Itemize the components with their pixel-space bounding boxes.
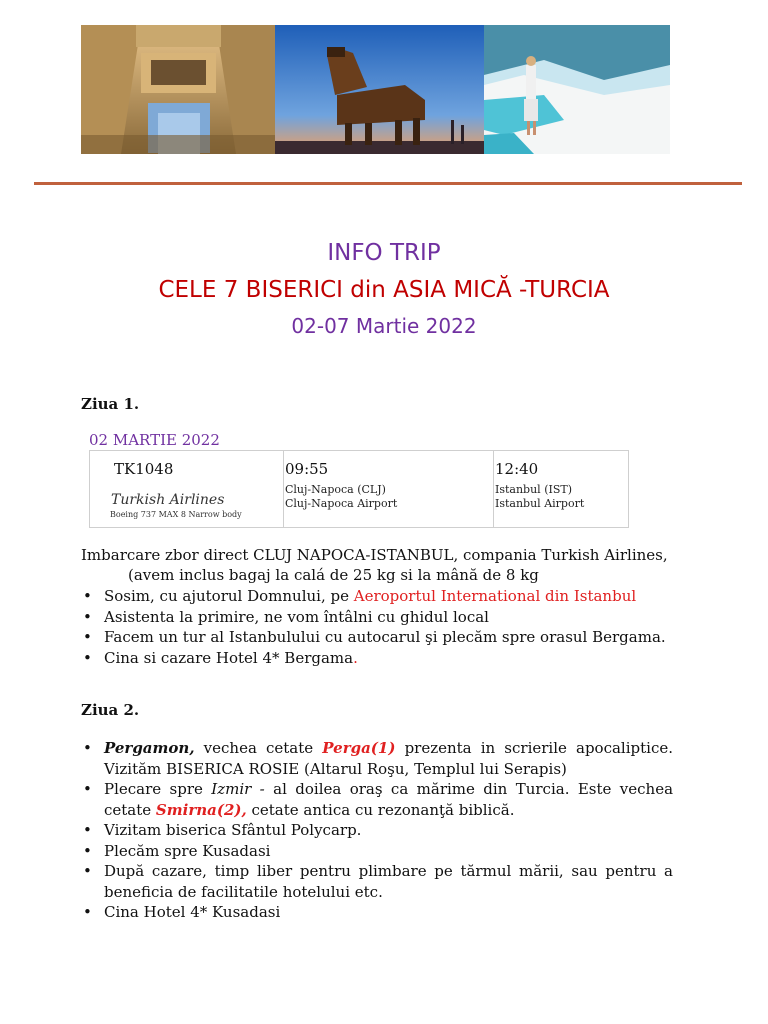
day1-intro xyxy=(81,545,681,585)
list-item: • După cazare, timp liber pentru plimbare pe tărmul mării, sau pentru a beneficia de facilitatile hotelului etc. xyxy=(81,861,673,902)
intro-line: (avem inclus bagaj la calá de 25 kg si la mână de 8 kg xyxy=(128,566,539,584)
item-text: al doilea oraş ca mărime din Turcia. Este vechea cetate xyxy=(104,780,674,819)
intro-line: Imbarcare zbor direct CLUJ NAPOCA-ISTANBUL, compania Turkish Airlines, xyxy=(81,546,668,564)
trojan-horse-photo xyxy=(275,25,484,154)
item-text: Sosim, cu ajutorul Domnului, pe xyxy=(104,587,354,605)
list-item xyxy=(81,779,673,820)
list-item: • Facem un tur al Istanbulului cu autocarul şi plecăm spre orasul Bergama. xyxy=(81,627,673,648)
arrival-city: Istanbul (IST) xyxy=(495,483,572,496)
arrival-time: 12:40 xyxy=(495,460,539,478)
page-title: INFO TRIP xyxy=(327,240,441,266)
list-item: • Asistenta la primire, ne vom întâlni cu ghidul local xyxy=(81,607,673,628)
airline-name: Turkish Airlines xyxy=(111,492,225,508)
item-text: vechea cetate xyxy=(194,739,323,757)
church-ref: Smirna(2), xyxy=(155,800,247,819)
day2-list xyxy=(81,738,673,923)
departure-airport: Cluj-Napoca Airport xyxy=(285,497,398,510)
header-banner xyxy=(81,25,670,154)
library-of-celsus-photo xyxy=(81,25,275,154)
flight-date: 02 MARTIE 2022 xyxy=(89,431,220,449)
item-text: Plecare spre xyxy=(104,780,212,798)
divider-line xyxy=(34,182,742,185)
trip-name: CELE 7 BISERICI din ASIA MICĂ -TURCIA xyxy=(158,277,610,303)
title-block xyxy=(0,236,768,341)
church-ref: Perga(1) xyxy=(322,739,396,757)
list-item xyxy=(81,586,673,607)
day1-list xyxy=(81,586,673,668)
departure-city: Cluj-Napoca (CLJ) xyxy=(285,483,386,496)
flight-table xyxy=(89,450,629,528)
day1-label: Ziua 1. xyxy=(81,395,140,413)
trip-dates: 02-07 Martie 2022 xyxy=(291,314,477,338)
item-text: prezenta in scrierile apocaliptice. Vizităm BISERICA ROSIE (Altarul Roşu, Templul lui Serapis) xyxy=(104,739,673,778)
table-row xyxy=(90,451,629,528)
place-name: Pergamon, xyxy=(104,739,195,757)
departure-time: 09:55 xyxy=(285,460,329,478)
list-item: • Plecăm spre Kusadasi xyxy=(81,841,673,862)
list-item xyxy=(81,738,673,779)
flight-code: TK1048 xyxy=(114,460,174,478)
flight-info-cell xyxy=(90,451,284,528)
day2-label: Ziua 2. xyxy=(81,701,140,719)
arrival-cell xyxy=(494,451,629,528)
item-text: Cina si cazare Hotel 4* Bergama xyxy=(104,648,354,667)
aircraft-type: Boeing 737 MAX 8 Narrow body xyxy=(110,510,242,519)
item-text: . xyxy=(353,648,358,667)
list-item xyxy=(81,648,673,669)
list-item: • Cina Hotel 4* Kusadasi xyxy=(81,902,673,923)
pamukkale-travertine-photo xyxy=(484,25,670,154)
list-item: • Vizitam biserica Sfântul Polycarp. xyxy=(81,820,673,841)
departure-cell xyxy=(284,451,494,528)
arrival-airport: Istanbul Airport xyxy=(495,497,585,510)
place-name: Izmir - xyxy=(211,780,265,798)
airport-highlight: Aeroportul International din Istanbul xyxy=(353,587,637,605)
item-text: cetate antica cu rezonanţă biblică. xyxy=(246,800,515,819)
